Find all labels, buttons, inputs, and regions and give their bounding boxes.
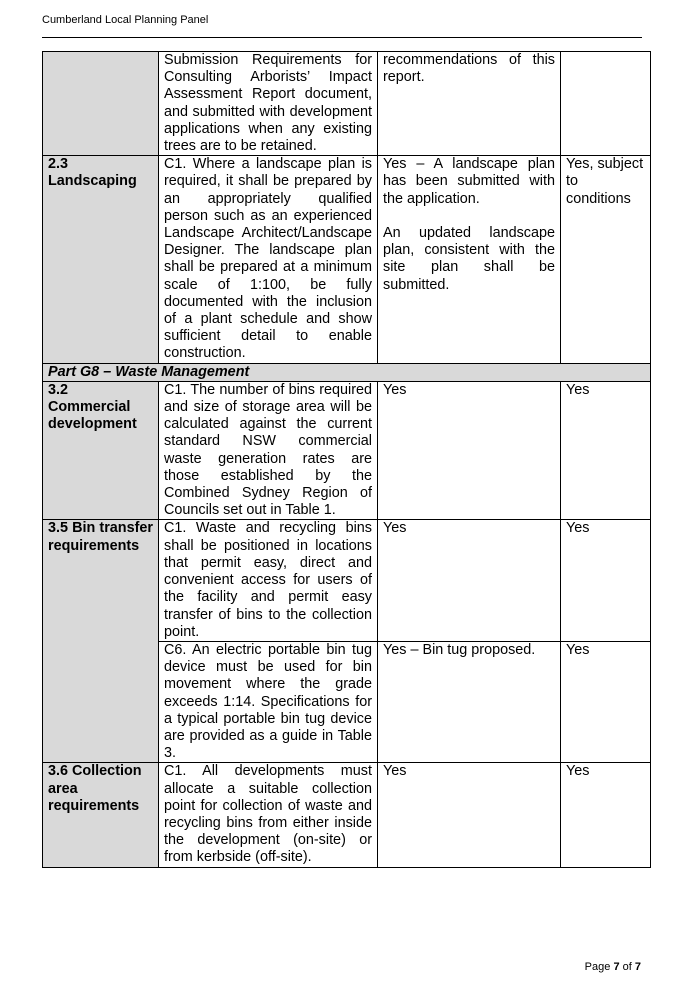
complies-cell: Yes [561,381,651,520]
table-row [43,381,651,520]
table-row [43,52,651,156]
of-word: of [622,961,632,973]
total-pages: 7 [634,961,641,973]
paragraph-gap [383,208,555,225]
control-cell: 3.2 Commercial development [43,381,159,520]
control-cell: 2.3 Landscaping [43,156,159,363]
control-cell: 3.5 Bin transfer requirements [43,520,159,763]
current-page: 7 [613,961,620,973]
complies-cell: Yes, subject to conditions [561,156,651,363]
control-cell: 3.6 Collection area requirements [43,763,159,867]
proposal-paragraph: An updated landscape plan, consistent with the site plan shall be submitted. [383,225,555,293]
requirement-cell: C1. Waste and recycling bins shall be positioned in locations that permit easy, direct and convenient access for users of the facility and permit easy transfer of bins to the collection point. [159,520,378,641]
requirement-cell: C1. All developments must allocate a suitable collection point for collection of waste and recycling bins from either inside the development (on-site) or from kerbside (off-site). [159,763,378,867]
control-cell [43,52,159,156]
complies-cell: Yes [561,763,651,867]
page-number [585,961,641,973]
table-row [43,156,651,363]
proposal-paragraph: Yes – A landscape plan has been submitted with the application. [383,156,555,207]
proposal-cell [378,156,561,363]
requirement-cell: C1. Where a landscape plan is required, it shall be prepared by an appropriately qualified person such as an experienced Landscape Architect/Landscape Designer. The landscape plan shall be prepared at a minimum scale of 1:100, be fully documented with the inclusion of a plant schedule and show sufficient detail to enable construction. [159,156,378,363]
table-row [43,520,651,641]
proposal-cell: Yes [378,381,561,520]
proposal-cell: Yes – Bin tug proposed. [378,641,561,762]
requirement-cell: C6. An electric portable bin tug device must be used for bin movement where the grade exceeds 1:14. Specifications for a typical portable bin tug device are provided as a guide in Table 3. [159,641,378,762]
page-word: Page [584,961,611,973]
complies-cell [561,52,651,156]
part-heading: Part G8 – Waste Management [43,363,651,381]
page-header-title: Cumberland Local Planning Panel [42,14,209,26]
proposal-cell: Yes [378,520,561,641]
requirement-cell: Submission Requirements for Consulting Arborists’ Impact Assessment Report document, and submitted with development applications when any existing trees are to be retained. [159,52,378,156]
proposal-cell: recommendations of this report. [378,52,561,156]
table-row [43,763,651,867]
header-divider [42,37,642,38]
complies-cell: Yes [561,641,651,762]
compliance-table [42,51,651,868]
proposal-cell: Yes [378,763,561,867]
complies-cell: Yes [561,520,651,641]
requirement-cell: C1. The number of bins required and size of storage area will be calculated against the current standard NSW commercial waste generation rates are those established by the Combined Sydney Region of Councils set out in Table 1. [159,381,378,520]
part-heading-row [43,363,651,381]
